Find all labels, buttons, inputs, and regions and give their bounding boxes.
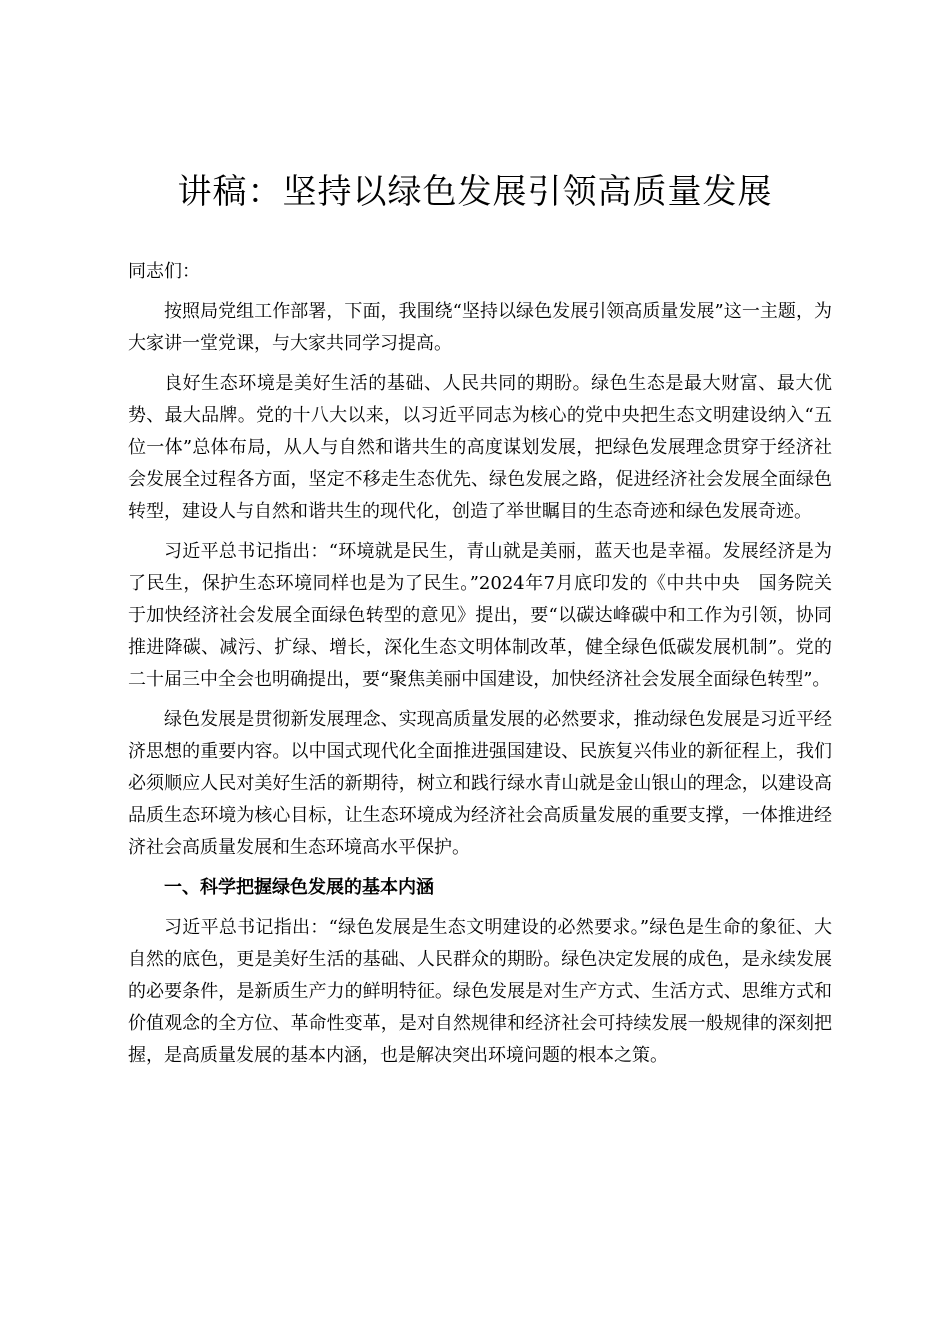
document-title: 讲稿：坚持以绿色发展引领高质量发展 <box>177 172 773 212</box>
paragraph-ecology: 良好生态环境是美好生活的基础、人民共同的期盼。绿色生态是最大财富、最大优势、最大品牌。党的十八大以来，以习近平同志为核心的党中央把生态文明建设纳入“五位一体”总体布局，从人与自然和谐共生的高度谋划发展，把绿色发展理念贯穿于经济社会发展全过程各方面，坚定不移走生态优先、绿色发展之路，促进经济社会发展全面绿色转型，建设人与自然和谐共生的现代化，创造了举世瞩目的生态奇迹和绿色发展奇迹。 <box>128 373 832 522</box>
section-heading-1: 一、科学把握绿色发展的基本内涵 <box>164 877 434 898</box>
paragraph-section1: 习近平总书记指出：“绿色发展是生态文明建设的必然要求。”绿色是生命的象征、大自然的底色，更是美好生活的基础、人民群众的期盼。绿色决定发展的成色，是永续发展的必要条件，是新质生产力的鲜明特征。绿色发展是对生产方式、生活方式、思维方式和价值观念的全方位、革命性变革，是对自然规律和经济社会可持续发展一般规律的深刻把握，是高质量发展的基本内涵，也是解决突出环境问题的根本之策。 <box>128 917 832 1066</box>
paragraph-intro: 按照局党组工作部署，下面，我围绕“坚持以绿色发展引领高质量发展”这一主题，为大家讲一堂党课，与大家共同学习提高。 <box>128 301 832 354</box>
paragraph-green-development: 绿色发展是贯彻新发展理念、实现高质量发展的必然要求，推动绿色发展是习近平经济思想的重要内容。以中国式现代化全面推进强国建设、民族复兴伟业的新征程上，我们必须顺应人民对美好生活的新期待，树立和践行绿水青山就是金山银山的理念，以建设高品质生态环境为核心目标，让生态环境成为经济社会高质量发展的重要支撑，一体推进经济社会高质量发展和生态环境高水平保护。 <box>128 709 832 858</box>
paragraph-quote: 习近平总书记指出：“环境就是民生，青山就是美丽，蓝天也是幸福。发展经济是为了民生，保护生态环境同样也是为了民生。”2024年7月底印发的《中共中央 国务院关于加快经济社会发展全面绿色转型的意见》提出，要“以碳达峰碳中和工作为引领，协同推进降碳、减污、扩绿、增长，深化生态文明体制改革，健全绿色低碳发展机制”。党的二十届三中全会也明确提出，要“聚焦美丽中国建设，加快经济社会发展全面绿色转型”。 <box>128 541 832 690</box>
salutation: 同志们： <box>128 261 200 282</box>
document-body <box>128 254 832 1080</box>
